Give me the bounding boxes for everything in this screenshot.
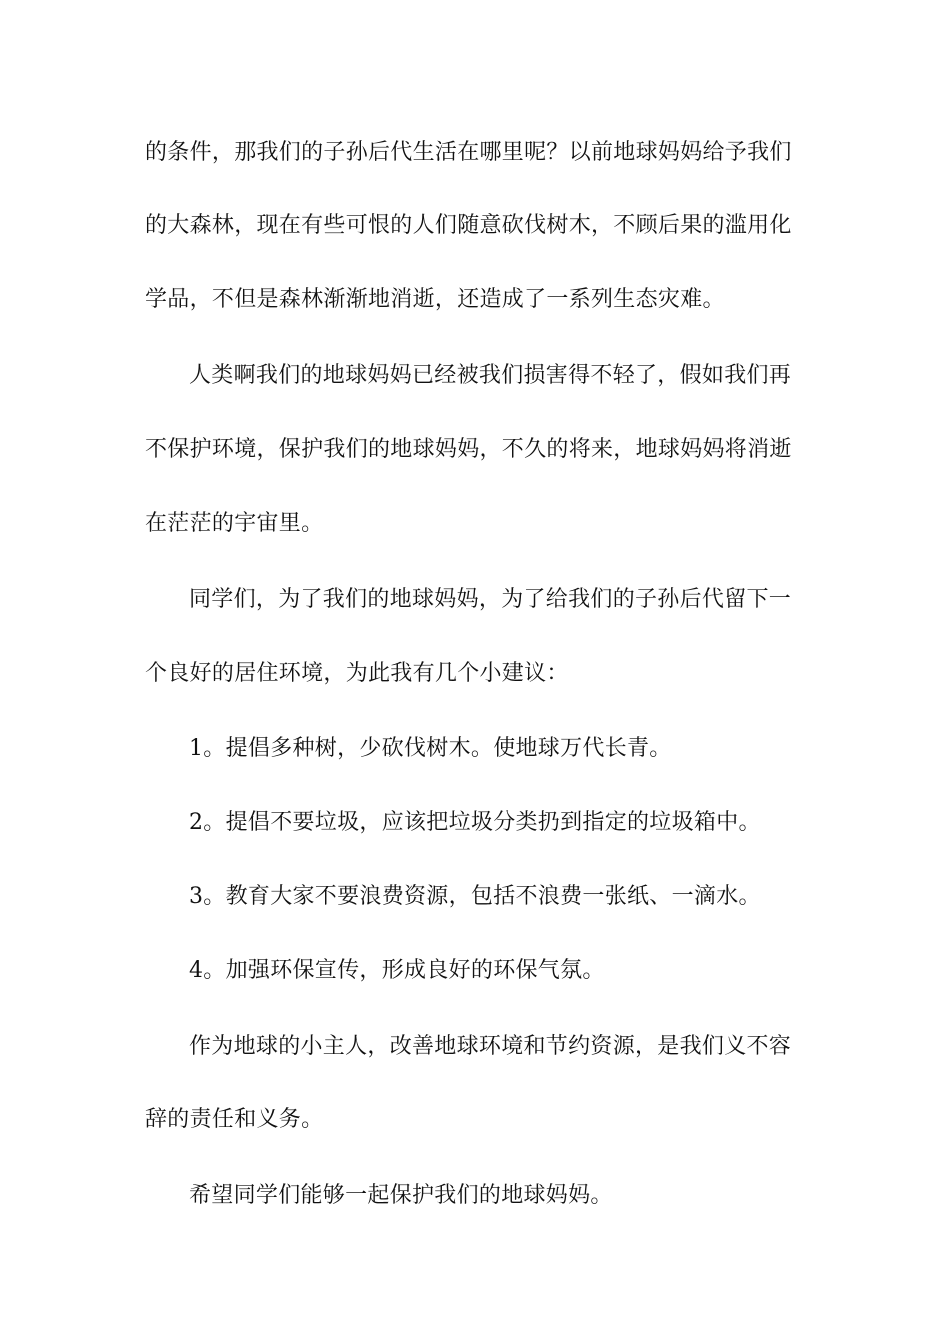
paragraph-line: 辞的责任和义务。 [145, 1107, 324, 1132]
paragraph-line: 个良好的居住环境，为此我有几个小建议： [145, 661, 569, 686]
list-item: 4。加强环保宣传，形成良好的环保气氛。 [189, 958, 605, 983]
paragraph-line: 的条件，那我们的子孙后代生活在哪里呢？以前地球妈妈给予我们 [145, 140, 792, 165]
list-item: 1。提倡多种树，少砍伐树木。使地球万代长青。 [189, 736, 672, 761]
paragraph-line: 的大森林，现在有些可恨的人们随意砍伐树木，不顾后果的滥用化 [145, 213, 792, 238]
paragraph-line: 不保护环境，保护我们的地球妈妈，不久的将来，地球妈妈将消逝 [145, 437, 792, 462]
paragraph-line: 作为地球的小主人，改善地球环境和节约资源，是我们义不容 [189, 1034, 792, 1059]
paragraph-line: 人类啊我们的地球妈妈已经被我们损害得不轻了，假如我们再 [189, 363, 792, 388]
paragraph-line: 在茫茫的宇宙里。 [145, 511, 324, 536]
paragraph-line: 学品，不但是森林渐渐地消逝，还造成了一系列生态灾难。 [145, 287, 725, 312]
paragraph-line: 同学们，为了我们的地球妈妈，为了给我们的子孙后代留下一 [189, 587, 792, 612]
paragraph-line: 希望同学们能够一起保护我们的地球妈妈。 [189, 1183, 613, 1208]
list-item: 3。教育大家不要浪费资源，包括不浪费一张纸、一滴水。 [189, 884, 761, 909]
list-item: 2。提倡不要垃圾，应该把垃圾分类扔到指定的垃圾箱中。 [189, 810, 761, 835]
